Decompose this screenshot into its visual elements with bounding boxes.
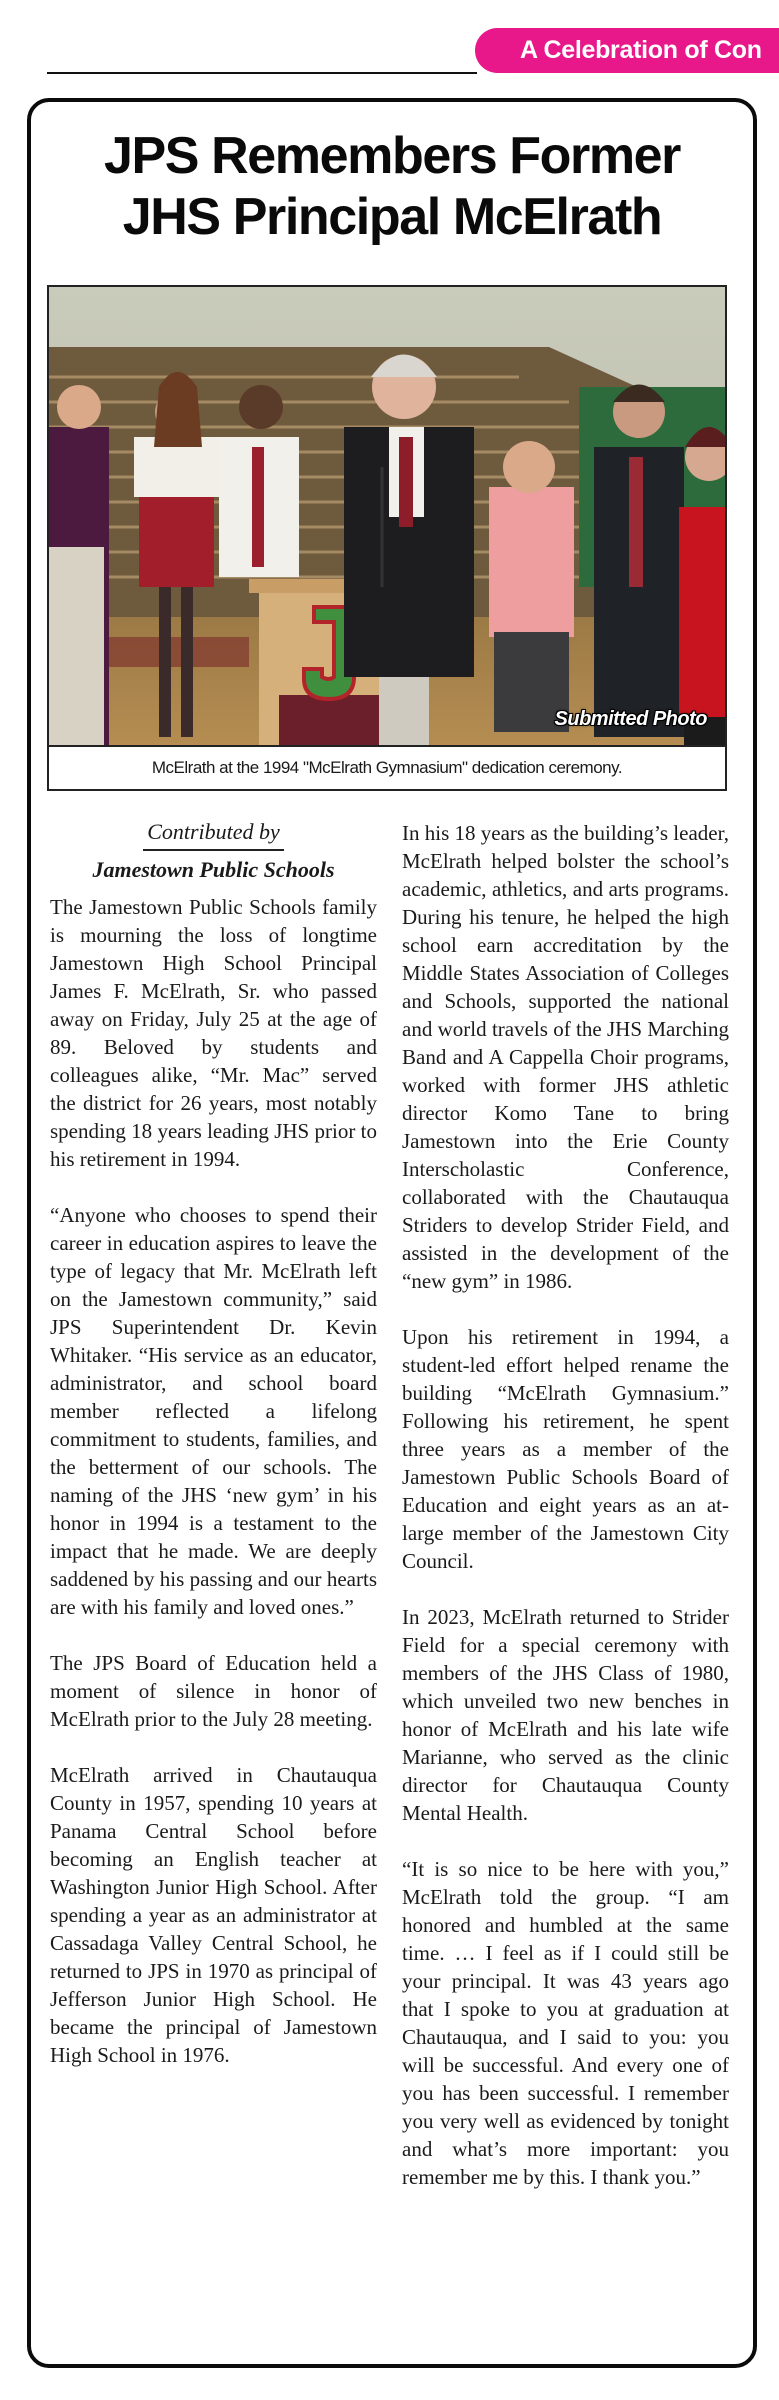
- photo-figure: [47, 285, 727, 791]
- paragraph: The Jamestown Public Schools family is mourning the loss of longtime Jamestown High School Principal James F. McElrath, Sr. who passed away on Friday, July 25 at the age of 89. Beloved by students and colleagues alike, “Mr. Mac” served the district for 26 years, most notably spending 18 years leading JHS prior to his retirement in 1994.: [50, 895, 377, 1171]
- article-title: [27, 126, 757, 248]
- paragraph: Upon his retirement in 1994, a student-led effort helped rename the building “McElrath Gymnasium.” Following his retirement, he spent three years as a member of the Jamestown Public Schools Board of Education and eight years as an at-large member of the Jamestown City Council.: [402, 1325, 729, 1573]
- byline-prefix: Contributed by: [143, 818, 284, 851]
- article-column-left: [50, 818, 377, 2097]
- article-column-right: [402, 819, 729, 2219]
- photo-illustration: [49, 287, 725, 745]
- byline-organization: Jamestown Public Schools: [92, 857, 335, 882]
- article-photo: [49, 287, 725, 747]
- paragraph: In 2023, McElrath returned to Strider Field for a special ceremony with members of the JHS Class of 1980, which unveiled two new benches in honor of McElrath and his late wife Marianne, who served as the clinic director for Chautauqua County Mental Health.: [402, 1605, 729, 1825]
- byline: [50, 818, 377, 885]
- section-banner-label: A Celebration of Con: [520, 36, 762, 64]
- paragraph: “Anyone who chooses to spend their career in education aspires to leave the type of legacy that Mr. McElrath left on the Jamestown community,” said JPS Superintendent Dr. Kevin Whitaker. “His service as an educator, administrator, and school board member reflected a lifelong commitment to students, families, and the betterment of our schools. The naming of the JHS ‘new gym’ in his honor in 1994 is a testament to the impact that he made. We are deeply saddened by his passing and our hearts are with his family and loved ones.”: [50, 1203, 377, 1619]
- section-banner: [475, 28, 779, 73]
- paragraph: “It is so nice to be here with you,” McElrath told the group. “I am honored and humbled at the same time. … I feel as if I could still be your principal. It was 43 years ago that I spoke to you at graduation at Chautauqua, and I said to you: you will be successful. And every one of you has been successful. I remember you very well as evidenced by tonight and what’s more important: you remember me by this. I thank you.”: [402, 1857, 729, 2189]
- paragraph: The JPS Board of Education held a moment of silence in honor of McElrath prior to the July 28 meeting.: [50, 1651, 377, 1731]
- photo-credit: Submitted Photo: [554, 708, 707, 730]
- header-rule: [47, 72, 477, 74]
- paragraph: In his 18 years as the building’s leader, McElrath helped bolster the school’s academic, athletics, and arts programs. During his tenure, he helped the high school earn accreditation by the Middle States Association of Colleges and Schools, supported the national and world travels of the JHS Marching Band and A Cappella Choir programs, worked with former JHS athletic director Komo Tane to bring Jamestown into the Erie County Interscholastic Conference, collaborated with the Chautauqua Striders to develop Strider Field, and assisted in the development of the “new gym” in 1986.: [402, 821, 729, 1293]
- title-line-2: JHS Principal McElrath: [122, 188, 662, 246]
- title-line-1: JPS Remembers Former: [103, 127, 681, 185]
- photo-caption: McElrath at the 1994 "McElrath Gymnasium" dedication ceremony.: [151, 758, 623, 777]
- paragraph: McElrath arrived in Chautauqua County in 1957, spending 10 years at Panama Central School before becoming an English teacher at Washington Junior High School. After spending a year as an administrator at Cassadaga Valley Central School, he returned to JPS in 1970 as principal of Jefferson Junior High School. He became the principal of Jamestown High School in 1976.: [50, 1763, 377, 2067]
